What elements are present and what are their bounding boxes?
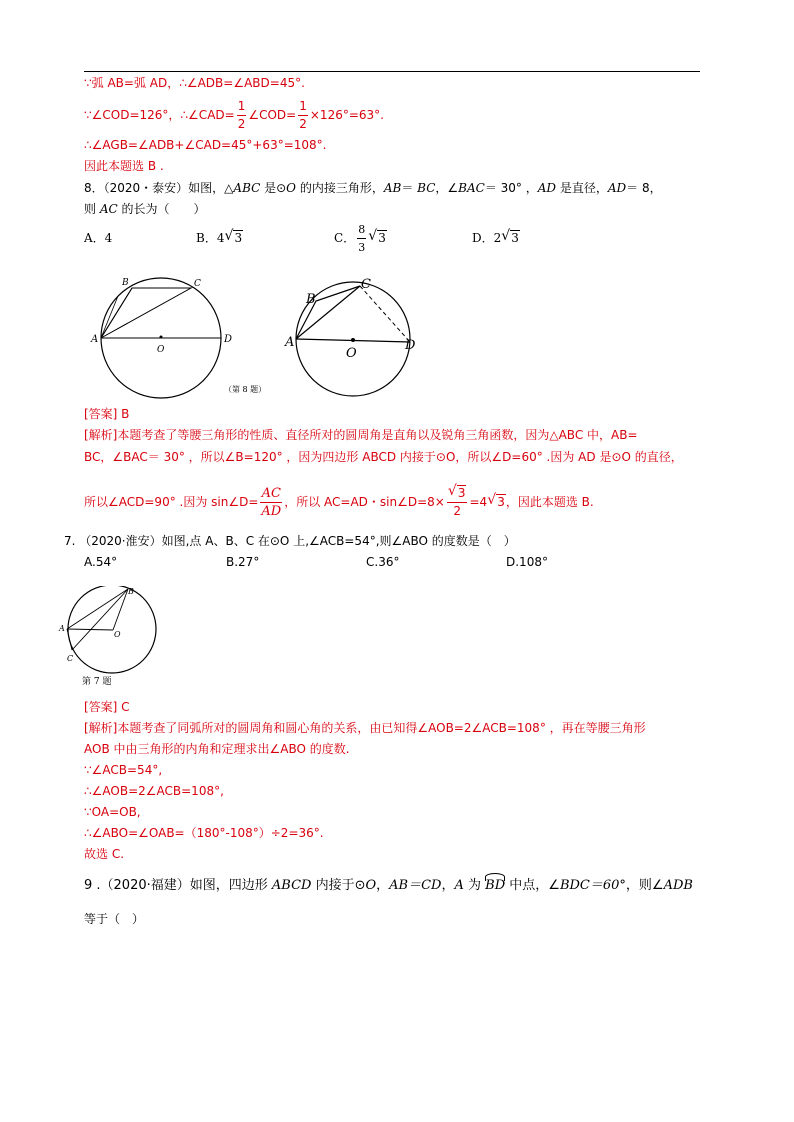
q7-option-d[interactable]: D.108° bbox=[506, 555, 548, 569]
q8-option-c[interactable]: C． $\frac{8}{3}$ √ 3 bbox=[334, 222, 386, 254]
q8-stem-line-1: 8．（2020・泰安）如图，△ABC 是⊙O 的内接三角形，AB＝ BC，∠BAC＝ 30° ，AD 是直径，AD＝ 8， bbox=[84, 181, 662, 195]
q8-left-center bbox=[160, 336, 163, 339]
q7-fig-caption: 第 7 题 bbox=[82, 677, 112, 687]
q8-left-quad bbox=[101, 288, 191, 338]
q7-options bbox=[84, 554, 548, 570]
q7-option-c[interactable]: C.36° bbox=[366, 555, 400, 569]
q7-analysis-1: [解析]本题考查了同弧所对的圆周角和圆心角的关系，由已知得∠AOB=2∠ACB=108° ，再在等腰三角形 bbox=[84, 721, 646, 735]
q8-right-label-o: O bbox=[346, 346, 357, 361]
q7-step-3: ∵OA=OB, bbox=[84, 805, 141, 819]
q8-option-b[interactable]: B．4 √ 3 bbox=[196, 228, 243, 245]
q8-right-label-a: A bbox=[285, 335, 295, 350]
half-fraction-2: $\frac{1}{2}$ bbox=[299, 98, 307, 131]
q8-option-d[interactable]: D．2 √ 3 bbox=[472, 228, 519, 245]
q8-left-label-a: A bbox=[91, 334, 99, 345]
arc-bd: BD bbox=[485, 878, 506, 893]
q8-answer: [答案] B bbox=[84, 407, 130, 421]
q7-option-a[interactable]: A.54° bbox=[84, 555, 118, 569]
q8-left-label-c: C bbox=[194, 279, 201, 289]
solution-line-3: ∴∠AGB=∠ADB+∠CAD=45°+63°=108°. bbox=[84, 138, 327, 152]
q7-figure bbox=[58, 586, 160, 690]
solution-line-1: ∵弧 AB=弧 AD，∴∠ADB=∠ABD=45°. bbox=[84, 76, 305, 90]
q8-right-center bbox=[351, 338, 355, 342]
q7-label-c: C bbox=[67, 654, 74, 663]
q7-step-2: ∴∠AOB=2∠ACB=108°, bbox=[84, 784, 224, 798]
q7-option-b[interactable]: B.27° bbox=[226, 555, 260, 569]
q7-label-o: O bbox=[114, 630, 121, 639]
q8-analysis-3: 所以∠ACD=90° .因为 sin∠D= $\frac{AC}{AD}$ ，所以 AC=AD・sin∠D=8× √ 3 2 =4 √ 3 ，因此本题选 B. bbox=[84, 482, 594, 519]
q8-right-label-c: C bbox=[361, 277, 371, 292]
q7-step-1: ∵∠ACB=54°, bbox=[84, 763, 163, 777]
q7-step-4: ∴∠ABO=∠OAB=（180°-108°）÷2=36°. bbox=[84, 826, 324, 840]
q7-label-a: A bbox=[59, 624, 65, 633]
q8-analysis-2: BC，∠BAC＝ 30° ，所以∠B=120° ，因为四边形 ABCD 内接于⊙O，所以∠D=60° .因为 AD 是⊙O 的直径， bbox=[84, 450, 683, 464]
q7-conclusion: 故选 C. bbox=[84, 847, 125, 861]
solution-line-2 bbox=[84, 95, 384, 135]
q8-left-label-d: D bbox=[224, 334, 233, 345]
q7-stem: 7. （2020·淮安）如图,点 A、B、C 在⊙O 上,∠ACB=54°,则∠ABO 的度数是（ ） bbox=[64, 534, 516, 548]
solution-line-4: 因此本题选 B . bbox=[84, 159, 164, 173]
q8-left-label-b: B bbox=[122, 278, 129, 288]
solution-line-2-part-a: ∵∠COD=126°，∴∠CAD= bbox=[84, 108, 235, 122]
q7-ab bbox=[67, 589, 128, 629]
q7-ob bbox=[113, 589, 128, 630]
q9-stem-line-1: 9 .（2020·福建）如图，四边形 ABCD 内接于⊙O，AB＝CD，A 为 BD 中点，∠BDC＝60°，则∠ADB bbox=[84, 878, 693, 893]
q9-stem-line-2: 等于（ ） bbox=[84, 912, 145, 926]
q7-ca bbox=[67, 629, 72, 650]
q8-figure-left bbox=[88, 268, 268, 400]
q8-analysis-1: [解析]本题考查了等腰三角形的性质、直径所对的圆周角是直角以及锐角三角函数，因为△ABC 中，AB= bbox=[84, 428, 638, 442]
solution-line-2-part-c: ×126°=63°. bbox=[309, 108, 384, 122]
q7-label-b: B bbox=[128, 587, 134, 596]
q8-stem-line-2: 则 AC 的长为（ ） bbox=[84, 202, 206, 216]
q8-figure-right bbox=[282, 268, 432, 400]
q7-answer: [答案] C bbox=[84, 700, 130, 714]
q8-right-cd bbox=[360, 286, 410, 342]
q8-option-a[interactable]: A．4 bbox=[84, 231, 113, 245]
solution-line-2-part-b: ∠COD= bbox=[248, 108, 297, 122]
q8-right-label-b: B bbox=[306, 292, 316, 307]
header-rule bbox=[84, 71, 700, 72]
q8-left-label-o: O bbox=[157, 345, 165, 355]
q7-analysis-2: AOB 中由三角形的内角和定理求出∠ABO 的度数. bbox=[84, 742, 350, 756]
half-fraction: $\frac{1}{2}$ bbox=[237, 98, 246, 131]
q8-right-label-d: D bbox=[405, 338, 416, 353]
q8-fig-caption: （第 8 题） bbox=[224, 385, 267, 394]
